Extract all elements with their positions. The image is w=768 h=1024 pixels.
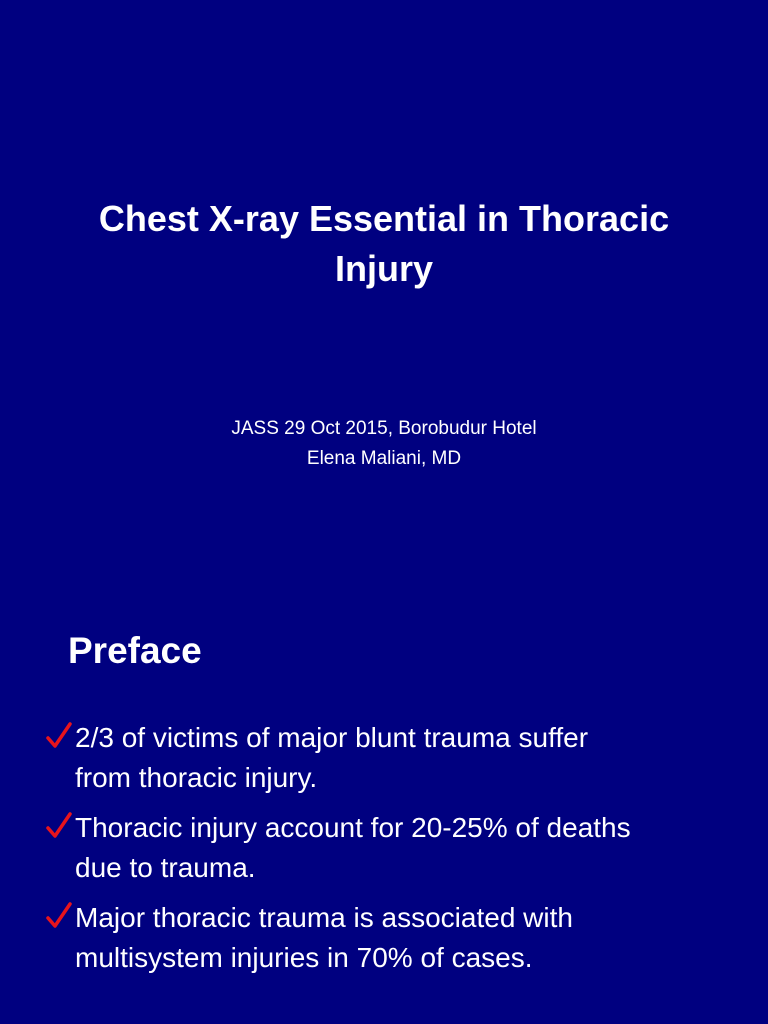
bullet-text-line-1: Major thoracic trauma is associated with xyxy=(75,902,573,933)
slide-title xyxy=(40,194,728,294)
checkmark-icon xyxy=(46,901,72,931)
list-item xyxy=(46,898,726,978)
checkmark-icon xyxy=(46,721,72,751)
bullet-text-line-2: from thoracic injury. xyxy=(75,762,318,793)
author-name: Elena Maliani, MD xyxy=(306,448,462,469)
list-item xyxy=(46,718,726,798)
checkmark-icon xyxy=(46,811,72,841)
preface-heading: Preface xyxy=(68,630,202,671)
bullet-text-line-2: due to trauma. xyxy=(75,852,256,883)
bullet-text-line-1: Thoracic injury account for 20-25% of deaths xyxy=(75,812,631,843)
list-item xyxy=(46,808,726,888)
slide-title-line-1: Chest X-ray Essential in Thoracic xyxy=(98,198,670,239)
bullet-text-line-1: 2/3 of victims of major blunt trauma suffer xyxy=(75,722,589,753)
bullet-list xyxy=(46,718,726,988)
bullet-text-line-2: multisystem injuries in 70% of cases. xyxy=(75,942,533,973)
event-info: JASS 29 Oct 2015, Borobudur Hotel xyxy=(231,418,537,439)
slide-title-line-2: Injury xyxy=(334,248,433,289)
slide-subtitle xyxy=(40,414,728,474)
preface-slide xyxy=(0,576,768,1024)
